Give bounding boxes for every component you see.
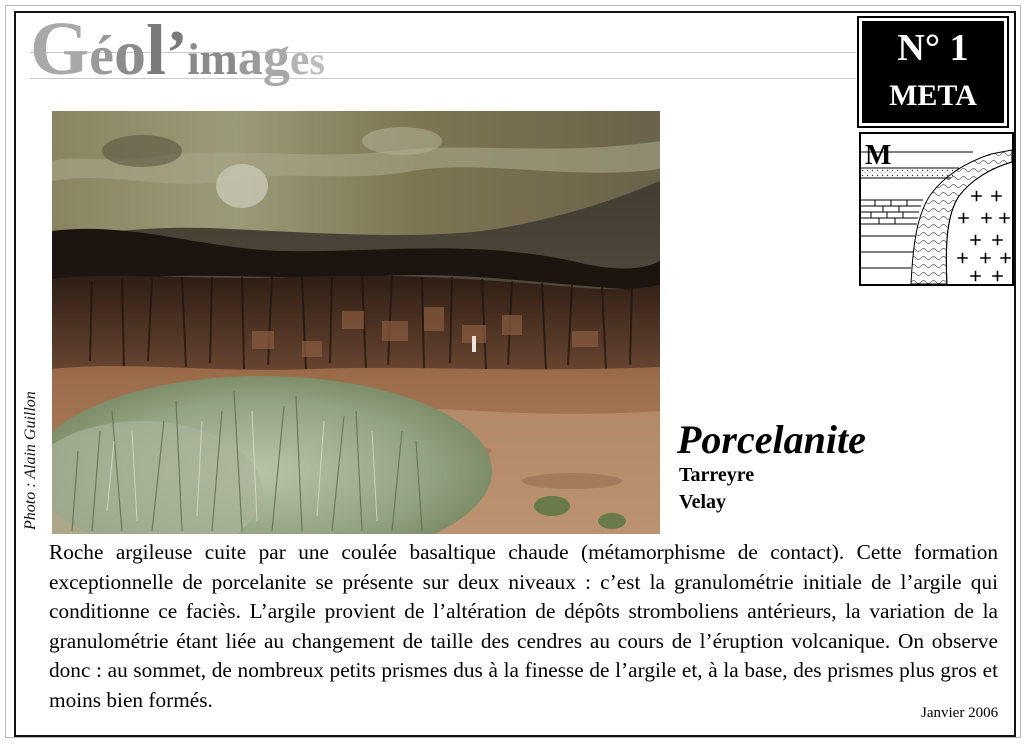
- logo-letter: ’: [166, 17, 188, 88]
- publication-date: Janvier 2006: [921, 705, 999, 721]
- logo-geolimages: [30, 6, 325, 90]
- logo-letter: m: [199, 33, 238, 84]
- sheet-number-badge: [859, 18, 1007, 126]
- logo-letter: e: [289, 35, 310, 84]
- logo-letter: G: [30, 7, 90, 91]
- outcrop-photo: [52, 111, 660, 534]
- logo-letter: o: [113, 17, 146, 88]
- locality: Tarreyre: [679, 464, 755, 486]
- description-paragraph: Roche argileuse cuite par une coulée basaltique chaude (métamorphisme de contact). Cette formation exceptionnelle de porcelanite se présente sur deux niveaux : c’est la granulométrie initiale de l’argile qui conditionne ce faciès. L’argile provient de l’altération de dépôts stromboliens antérieurs, la variation de la granulométrie étant liée au changement de taille des cendres au cours de l’éruption volcanique. On observe donc : au sommet, de nombreux petits prismes dus à la finesse de l’argile et, à la base, des prismes plus gros et moins bien formés.: [49, 540, 998, 712]
- category-diagram: [859, 132, 1014, 286]
- sheet-number: N° 1: [897, 27, 969, 69]
- contact-metamorphism-diagram: [861, 134, 1012, 284]
- logo-letter: é: [89, 25, 114, 87]
- diagram-letter: M: [865, 140, 892, 171]
- logo-letter: i: [187, 35, 200, 84]
- logo-letter: l: [145, 10, 166, 90]
- page-title: Porcelanite: [677, 417, 866, 462]
- porcelanite-outcrop-image: [52, 111, 660, 534]
- photo-credit: Photo : Alain Guillon: [22, 391, 39, 530]
- region: Velay: [679, 491, 727, 513]
- sheet-category: META: [889, 79, 977, 112]
- logo-letter: a: [237, 29, 263, 85]
- logo-letter: s: [309, 38, 325, 83]
- logo-letter: g: [262, 26, 290, 86]
